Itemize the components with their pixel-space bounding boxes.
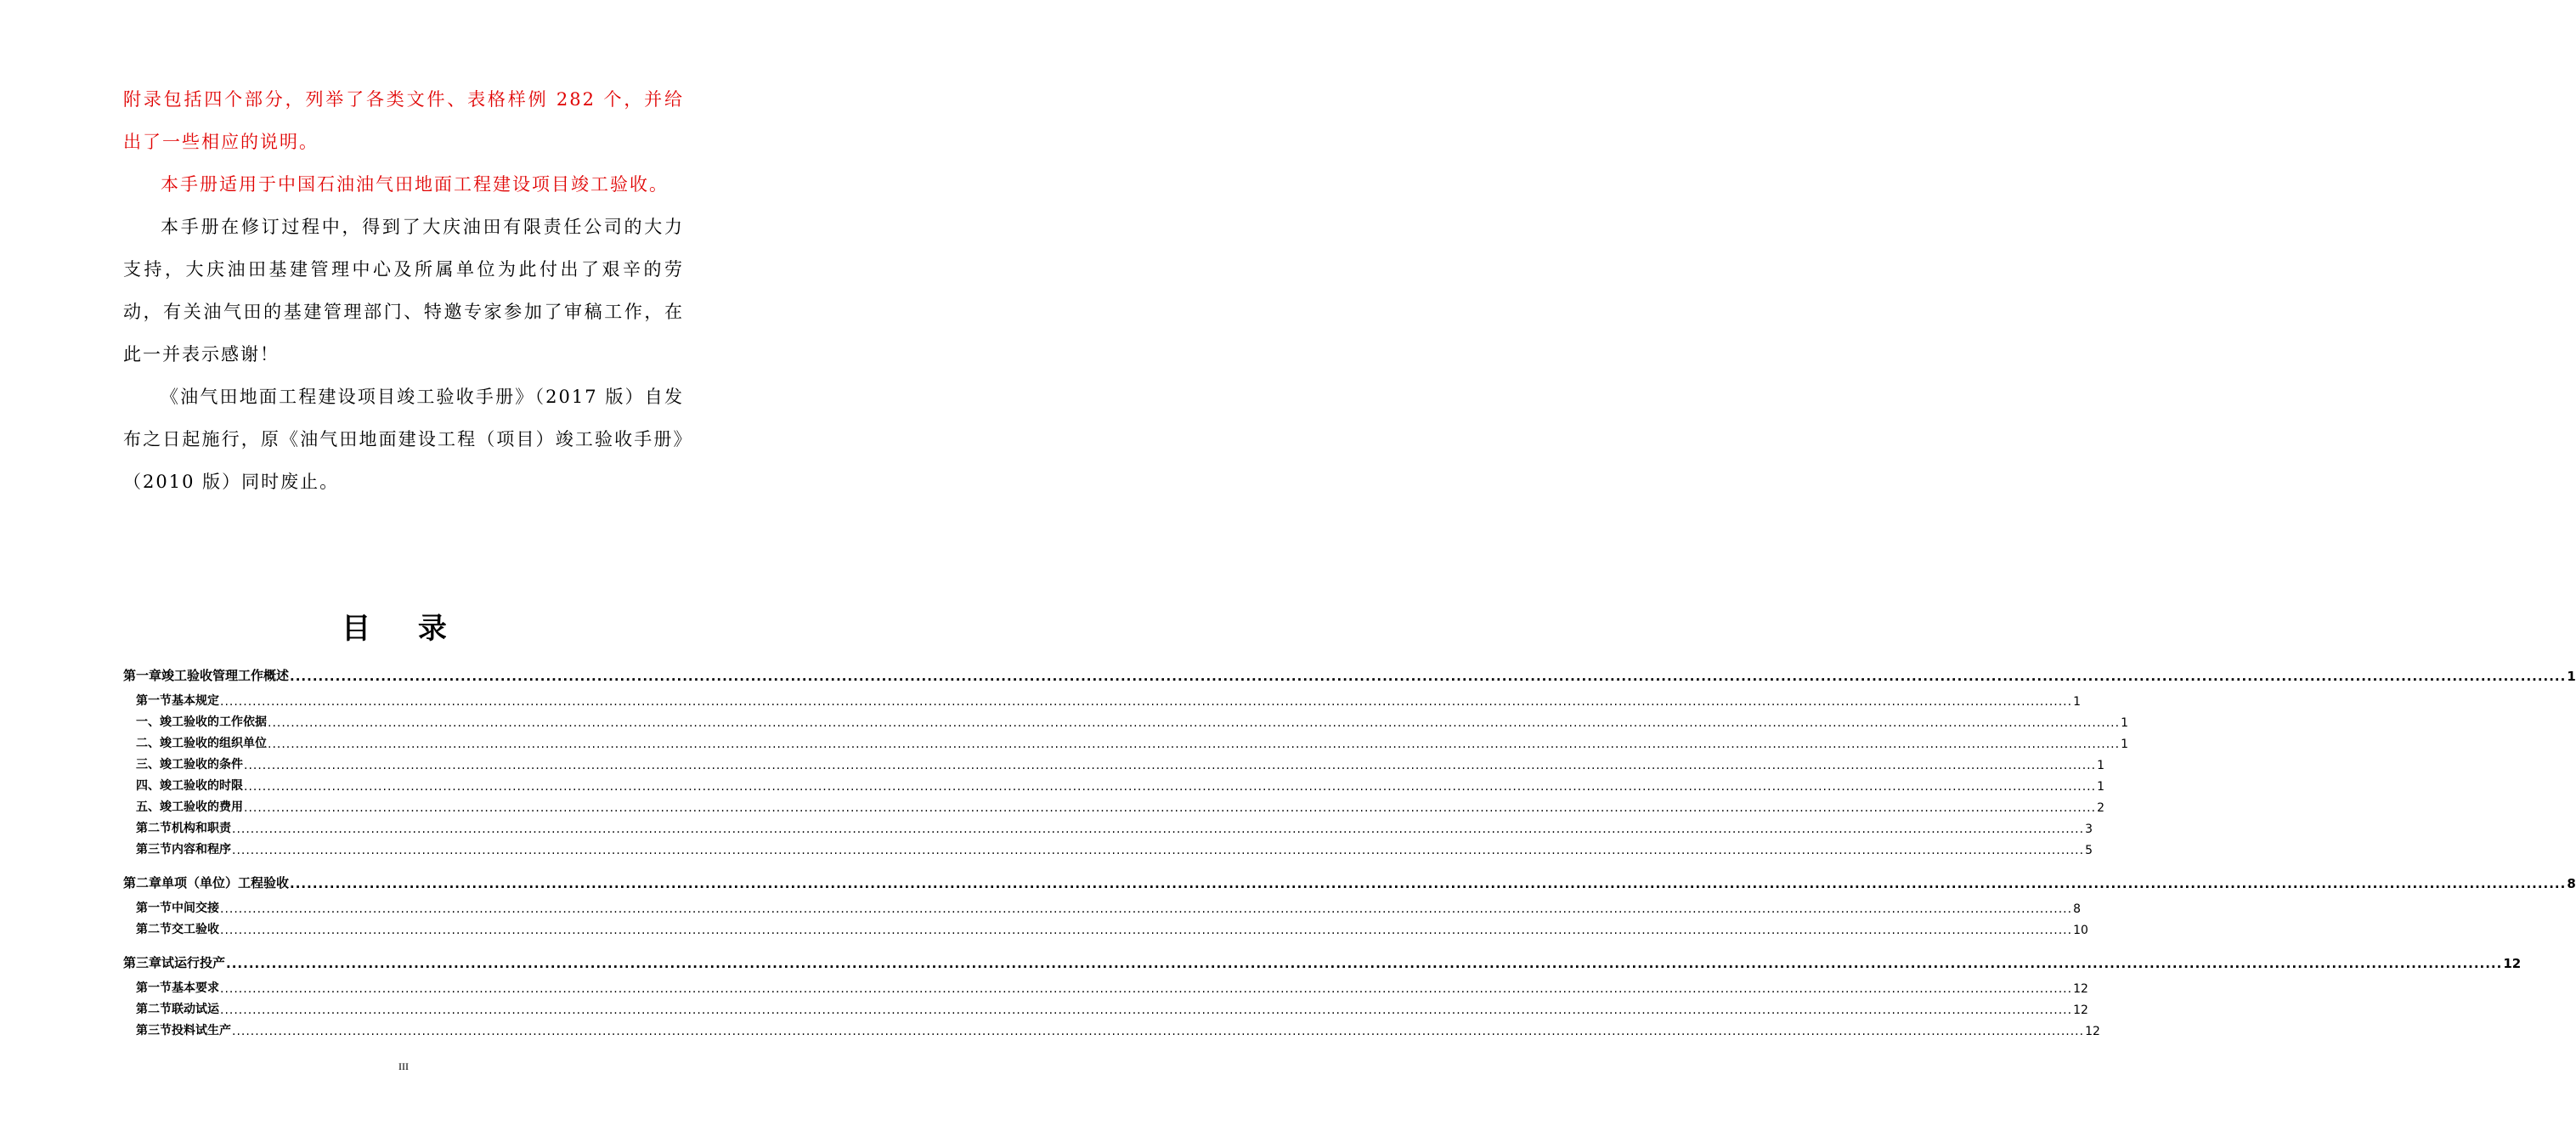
toc-entry-number: 第三节	[136, 1024, 172, 1037]
toc-dot-leader: ................................................................................................................................................................................................................................................................................................................................................................................................................	[220, 902, 2073, 916]
toc-section-entry[interactable]	[123, 815, 2093, 836]
toc-section-entry[interactable]	[123, 916, 2088, 937]
toc-entry-number: 第二章	[123, 875, 162, 890]
toc-dot-leader: ................................................................................................................................................................................................................................................................................................................................................................................................................	[290, 876, 2567, 891]
toc-entry-number: 四、	[136, 779, 160, 793]
toc-entry-page: 1	[2567, 669, 2576, 684]
toc-dot-leader: ................................................................................................................................................................................................................................................................................................................................................................................................................	[232, 844, 2085, 857]
toc-dot-leader: ................................................................................................................................................................................................................................................................................................................................................................................................................	[220, 924, 2073, 937]
toc-dot-leader: ................................................................................................................................................................................................................................................................................................................................................................................................................	[220, 982, 2073, 996]
toc-entry-page: 12	[2073, 1003, 2088, 1017]
toc-entry-page: 1	[2073, 695, 2081, 709]
toc-entry-title: 竣工验收的条件	[160, 758, 243, 772]
appendix-paragraph: 附录包括四个部分，列举了各类文件、表格样例 282 个，并给出了一些相应的说明。	[123, 89, 684, 152]
toc-entry-page: 5	[2085, 844, 2093, 857]
scope-paragraph: 本手册适用于中国石油油气田地面工程建设项目竣工验收。	[161, 174, 669, 195]
toc-entry-page: 12	[2503, 956, 2522, 971]
toc-entry-title: 机构和职责	[172, 822, 231, 835]
toc-entry-title: 单项（单位）工程验收	[161, 875, 290, 890]
toc-entry-title: 竣工验收的费用	[160, 800, 243, 814]
toc-entry-page: 1	[2097, 759, 2104, 772]
toc-entry-title: 竣工验收管理工作概述	[161, 668, 290, 683]
toc-entry-title: 中间交接	[172, 902, 219, 915]
toc-dot-leader: ................................................................................................................................................................................................................................................................................................................................................................................................................	[244, 801, 2097, 815]
toc-entry-title: 交工验收	[172, 923, 219, 936]
toc-entry-page: 1	[2121, 738, 2128, 751]
toc-entry-number: 一、	[136, 715, 160, 729]
toc-section-entry[interactable]	[123, 895, 2081, 916]
toc-entry-page: 3	[2085, 823, 2093, 836]
toc-entry-title: 内容和程序	[172, 843, 231, 856]
toc-dot-leader: ................................................................................................................................................................................................................................................................................................................................................................................................................	[290, 669, 2567, 684]
toc-dot-leader: ................................................................................................................................................................................................................................................................................................................................................................................................................	[232, 1025, 2085, 1038]
toc-entry-number: 第一节	[136, 902, 172, 915]
toc-section-entry[interactable]	[123, 730, 2128, 751]
toc-section-entry[interactable]	[123, 836, 2093, 857]
toc-entry-title: 竣工验收的工作依据	[160, 715, 267, 729]
toc-dot-leader: ................................................................................................................................................................................................................................................................................................................................................................................................................	[220, 695, 2073, 709]
toc-entry-number: 三、	[136, 758, 160, 772]
toc-section-entry[interactable]	[123, 709, 2128, 730]
toc-entry-page: 10	[2073, 924, 2088, 937]
toc-dot-leader: ................................................................................................................................................................................................................................................................................................................................................................................................................	[268, 738, 2121, 751]
toc-entry-title: 竣工验收的组织单位	[160, 737, 267, 750]
toc-entry-page: 2	[2097, 801, 2104, 815]
toc-dot-leader: ................................................................................................................................................................................................................................................................................................................................................................................................................	[226, 956, 2503, 971]
toc-entry-title: 投料试生产	[172, 1024, 231, 1037]
toc-entry-title: 试运行投产	[161, 955, 226, 970]
toc-dot-leader: ................................................................................................................................................................................................................................................................................................................................................................................................................	[220, 1003, 2073, 1017]
toc-section-entry[interactable]	[123, 975, 2088, 996]
toc-chapter-entry[interactable]	[123, 946, 2522, 971]
toc-section-entry[interactable]	[123, 772, 2104, 794]
acknowledgement-paragraph: 本手册在修订过程中，得到了大庆油田有限责任公司的大力支持，大庆油田基建管理中心及所属单位为此付出了艰辛的劳动，有关油气田的基建管理部门、特邀专家参加了审稿工作，在此一并表示感谢！	[123, 217, 684, 365]
toc-entry-number: 五、	[136, 800, 160, 814]
toc-entry-number: 第三节	[136, 843, 172, 856]
toc-chapter-entry[interactable]	[123, 866, 2576, 891]
toc-entry-number: 第二节	[136, 822, 172, 835]
page-number: III	[398, 1060, 409, 1072]
toc-entry-number: 二、	[136, 737, 160, 750]
toc-entry-page: 8	[2567, 876, 2576, 891]
toc-section-entry[interactable]	[123, 1017, 2100, 1038]
toc-section-entry[interactable]	[123, 794, 2104, 815]
toc-entry-title: 竣工验收的时限	[160, 779, 243, 793]
toc-title: 目 录	[342, 612, 466, 646]
toc-entry-page: 1	[2121, 716, 2128, 730]
toc-entry-number: 第一章	[123, 668, 162, 683]
toc-dot-leader: ................................................................................................................................................................................................................................................................................................................................................................................................................	[232, 823, 2085, 836]
toc-dot-leader: ................................................................................................................................................................................................................................................................................................................................................................................................................	[244, 780, 2097, 794]
toc-section-entry[interactable]	[123, 751, 2104, 772]
toc-section-entry[interactable]	[123, 996, 2088, 1017]
toc-chapter-entry[interactable]	[123, 659, 2576, 684]
toc-entry-number: 第一节	[136, 981, 172, 995]
toc-dot-leader: ................................................................................................................................................................................................................................................................................................................................................................................................................	[268, 716, 2121, 730]
effective-date-paragraph: 《油气田地面工程建设项目竣工验收手册》（2017 版）自发布之日起施行，原《油气田地面建设工程（项目）竣工验收手册》（2010 版）同时废止。	[123, 387, 684, 492]
toc-dot-leader: ................................................................................................................................................................................................................................................................................................................................................................................................................	[244, 759, 2097, 772]
toc-entry-page: 12	[2085, 1025, 2100, 1038]
toc-entry-title: 基本规定	[172, 694, 219, 708]
toc-entry-title: 基本要求	[172, 981, 219, 995]
toc-entry-number: 第二节	[136, 923, 172, 936]
toc-entry-page: 1	[2097, 780, 2104, 794]
table-of-contents	[123, 656, 2576, 1038]
toc-entry-number: 第二节	[136, 1003, 172, 1016]
toc-entry-title: 联动试运	[172, 1003, 219, 1016]
toc-section-entry[interactable]	[123, 687, 2081, 709]
toc-entry-page: 12	[2073, 982, 2088, 996]
toc-entry-number: 第三章	[123, 955, 162, 970]
toc-entry-page: 8	[2073, 902, 2081, 916]
toc-entry-number: 第一节	[136, 694, 172, 708]
